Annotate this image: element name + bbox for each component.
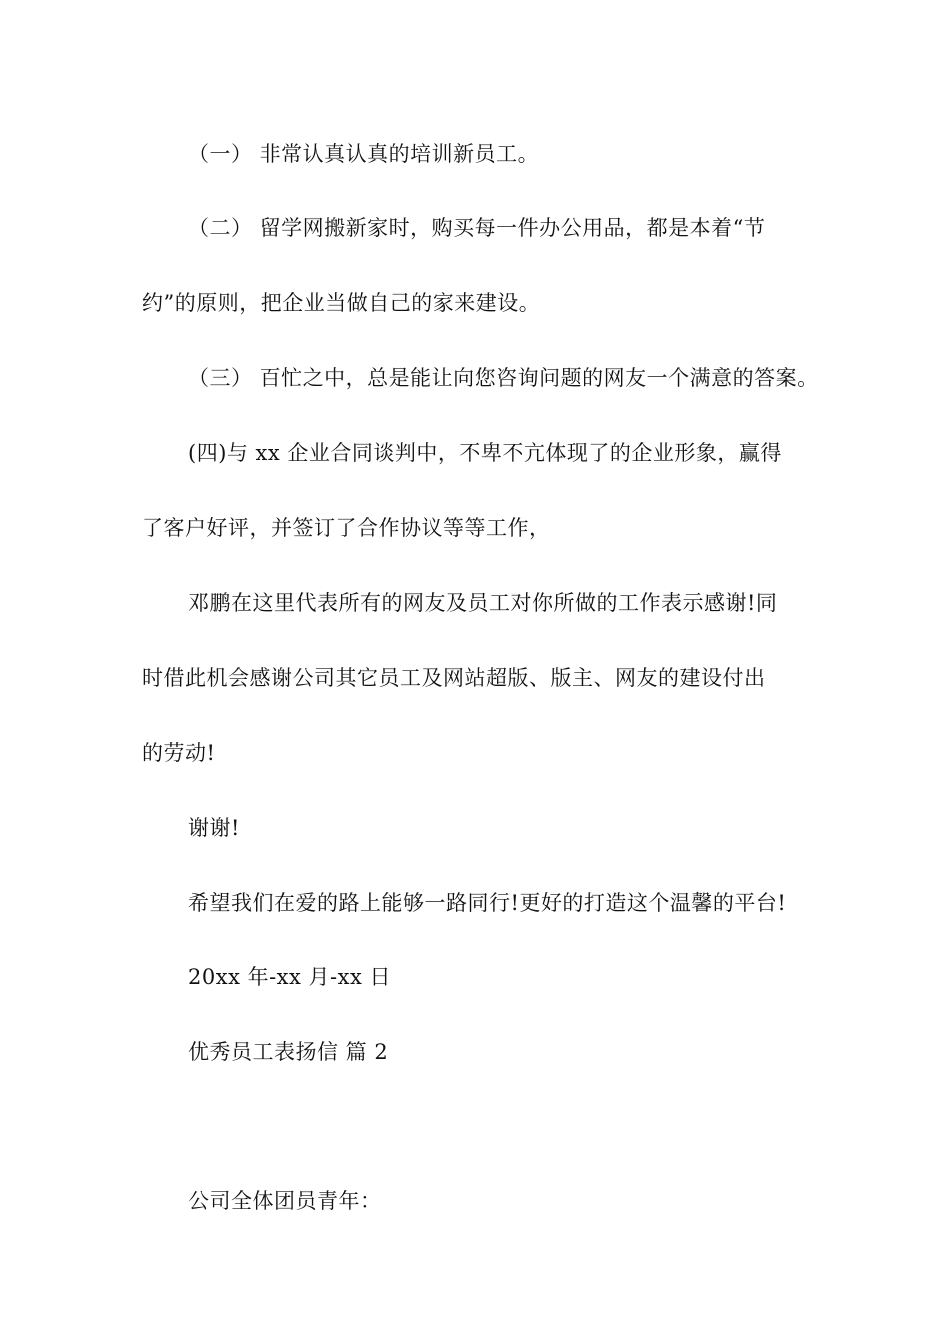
section-heading: 优秀员工表扬信 篇 2 [188,1040,389,1064]
paragraph-item-4-line-2: 了客户好评，并签订了合作协议等等工作， [142,516,551,540]
paragraph-item-3: （三） 百忙之中，总是能让向您咨询问题的网友一个满意的答案。 [188,366,819,390]
thank-you-line: 谢谢! [188,816,240,840]
thanks-paragraph-line-3: 的劳动! [142,741,216,765]
paragraph-item-1: （一） 非常认真认真的培训新员工。 [188,142,540,166]
thanks-paragraph-line-1: 邓鹏在这里代表所有的网友及员工对你所做的工作表示感谢!同 [188,591,778,615]
paragraph-item-2-line-2: 约”的原则，把企业当做自己的家来建设。 [142,291,541,315]
paragraph-item-2-line-1: （二） 留学网搬新家时，购买每一件办公用品，都是本着“节 [188,216,766,240]
paragraph-item-4-line-1: (四)与 xx 企业合同谈判中，不卑不亢体现了的企业形象，赢得 [188,441,782,465]
closing-wish-line: 希望我们在爱的路上能够一路同行!更好的打造这个温馨的平台! [188,891,787,915]
thanks-paragraph-line-2: 时借此机会感谢公司其它员工及网站超版、版主、网友的建设付出 [142,666,766,690]
salutation-line: 公司全体团员青年： [188,1189,382,1213]
date-line: 20xx 年-xx 月-xx 日 [188,965,391,989]
